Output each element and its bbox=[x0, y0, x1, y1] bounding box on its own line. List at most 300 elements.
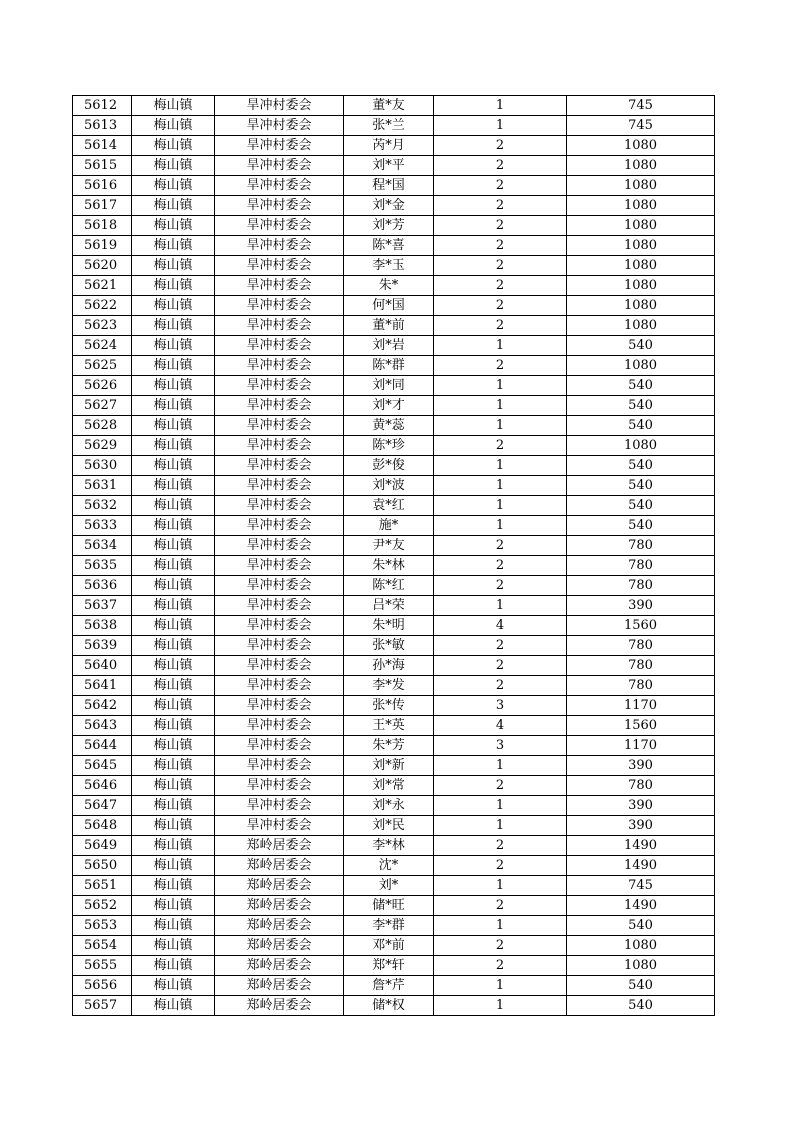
household-count-cell: 1 bbox=[434, 96, 567, 116]
amount-cell: 1490 bbox=[567, 896, 715, 916]
name-cell: 刘*金 bbox=[344, 196, 434, 216]
amount-cell: 540 bbox=[567, 996, 715, 1016]
amount-cell: 390 bbox=[567, 756, 715, 776]
village-committee-cell: 旱冲村委会 bbox=[215, 476, 344, 496]
village-committee-cell: 旱冲村委会 bbox=[215, 796, 344, 816]
village-committee-cell: 旱冲村委会 bbox=[215, 576, 344, 596]
village-committee-cell: 旱冲村委会 bbox=[215, 136, 344, 156]
table-row bbox=[73, 936, 715, 956]
town-cell: 梅山镇 bbox=[132, 916, 215, 936]
name-cell: 刘*才 bbox=[344, 396, 434, 416]
record-id-cell: 5654 bbox=[73, 936, 132, 956]
town-cell: 梅山镇 bbox=[132, 676, 215, 696]
table-row bbox=[73, 856, 715, 876]
name-cell: 陈*珍 bbox=[344, 436, 434, 456]
town-cell: 梅山镇 bbox=[132, 416, 215, 436]
record-id-cell: 5640 bbox=[73, 656, 132, 676]
amount-cell: 1560 bbox=[567, 616, 715, 636]
name-cell: 朱*林 bbox=[344, 556, 434, 576]
name-cell: 储*旺 bbox=[344, 896, 434, 916]
table-row bbox=[73, 776, 715, 796]
town-cell: 梅山镇 bbox=[132, 156, 215, 176]
amount-cell: 780 bbox=[567, 556, 715, 576]
household-count-cell: 2 bbox=[434, 856, 567, 876]
amount-cell: 1080 bbox=[567, 356, 715, 376]
household-count-cell: 2 bbox=[434, 236, 567, 256]
amount-cell: 1170 bbox=[567, 736, 715, 756]
amount-cell: 1080 bbox=[567, 136, 715, 156]
household-count-cell: 2 bbox=[434, 776, 567, 796]
household-count-cell: 1 bbox=[434, 376, 567, 396]
village-committee-cell: 郑岭居委会 bbox=[215, 876, 344, 896]
household-count-cell: 1 bbox=[434, 796, 567, 816]
town-cell: 梅山镇 bbox=[132, 776, 215, 796]
town-cell: 梅山镇 bbox=[132, 896, 215, 916]
town-cell: 梅山镇 bbox=[132, 216, 215, 236]
table-row bbox=[73, 376, 715, 396]
household-count-cell: 2 bbox=[434, 956, 567, 976]
table-row bbox=[73, 636, 715, 656]
amount-cell: 1080 bbox=[567, 176, 715, 196]
household-count-cell: 2 bbox=[434, 536, 567, 556]
amount-cell: 540 bbox=[567, 376, 715, 396]
record-id-cell: 5652 bbox=[73, 896, 132, 916]
record-id-cell: 5612 bbox=[73, 96, 132, 116]
village-committee-cell: 郑岭居委会 bbox=[215, 836, 344, 856]
name-cell: 董*友 bbox=[344, 96, 434, 116]
name-cell: 朱*明 bbox=[344, 616, 434, 636]
town-cell: 梅山镇 bbox=[132, 196, 215, 216]
record-id-cell: 5641 bbox=[73, 676, 132, 696]
name-cell: 刘*芳 bbox=[344, 216, 434, 236]
town-cell: 梅山镇 bbox=[132, 696, 215, 716]
amount-cell: 780 bbox=[567, 656, 715, 676]
household-count-cell: 1 bbox=[434, 116, 567, 136]
village-committee-cell: 旱冲村委会 bbox=[215, 396, 344, 416]
table-row bbox=[73, 896, 715, 916]
village-committee-cell: 旱冲村委会 bbox=[215, 316, 344, 336]
town-cell: 梅山镇 bbox=[132, 116, 215, 136]
name-cell: 刘*同 bbox=[344, 376, 434, 396]
household-count-cell: 3 bbox=[434, 736, 567, 756]
record-id-cell: 5625 bbox=[73, 356, 132, 376]
table-row bbox=[73, 476, 715, 496]
amount-cell: 780 bbox=[567, 636, 715, 656]
household-count-cell: 2 bbox=[434, 896, 567, 916]
amount-cell: 780 bbox=[567, 676, 715, 696]
household-count-cell: 2 bbox=[434, 676, 567, 696]
table-row bbox=[73, 236, 715, 256]
record-id-cell: 5653 bbox=[73, 916, 132, 936]
household-count-cell: 2 bbox=[434, 216, 567, 236]
table-row bbox=[73, 656, 715, 676]
name-cell: 陈*喜 bbox=[344, 236, 434, 256]
household-count-cell: 2 bbox=[434, 156, 567, 176]
amount-cell: 540 bbox=[567, 456, 715, 476]
record-id-cell: 5622 bbox=[73, 296, 132, 316]
amount-cell: 1080 bbox=[567, 956, 715, 976]
table-row bbox=[73, 956, 715, 976]
amount-cell: 1080 bbox=[567, 156, 715, 176]
table-row bbox=[73, 256, 715, 276]
name-cell: 陈*红 bbox=[344, 576, 434, 596]
table-row bbox=[73, 696, 715, 716]
table-row bbox=[73, 196, 715, 216]
village-committee-cell: 旱冲村委会 bbox=[215, 456, 344, 476]
record-id-cell: 5624 bbox=[73, 336, 132, 356]
village-committee-cell: 郑岭居委会 bbox=[215, 936, 344, 956]
amount-cell: 1490 bbox=[567, 836, 715, 856]
record-id-cell: 5619 bbox=[73, 236, 132, 256]
household-count-cell: 2 bbox=[434, 136, 567, 156]
amount-cell: 780 bbox=[567, 536, 715, 556]
amount-cell: 745 bbox=[567, 116, 715, 136]
table-row bbox=[73, 676, 715, 696]
household-count-cell: 1 bbox=[434, 456, 567, 476]
village-committee-cell: 旱冲村委会 bbox=[215, 596, 344, 616]
town-cell: 梅山镇 bbox=[132, 996, 215, 1016]
household-count-cell: 1 bbox=[434, 996, 567, 1016]
record-id-cell: 5626 bbox=[73, 376, 132, 396]
household-count-cell: 2 bbox=[434, 256, 567, 276]
name-cell: 郑*轩 bbox=[344, 956, 434, 976]
village-committee-cell: 郑岭居委会 bbox=[215, 896, 344, 916]
village-committee-cell: 旱冲村委会 bbox=[215, 236, 344, 256]
record-id-cell: 5633 bbox=[73, 516, 132, 536]
table-row bbox=[73, 316, 715, 336]
household-count-cell: 1 bbox=[434, 976, 567, 996]
name-cell: 储*权 bbox=[344, 996, 434, 1016]
town-cell: 梅山镇 bbox=[132, 836, 215, 856]
name-cell: 彭*俊 bbox=[344, 456, 434, 476]
amount-cell: 540 bbox=[567, 416, 715, 436]
name-cell: 芮*月 bbox=[344, 136, 434, 156]
household-count-cell: 1 bbox=[434, 756, 567, 776]
table-row bbox=[73, 536, 715, 556]
amount-cell: 1080 bbox=[567, 256, 715, 276]
name-cell: 朱*芳 bbox=[344, 736, 434, 756]
town-cell: 梅山镇 bbox=[132, 96, 215, 116]
amount-cell: 540 bbox=[567, 976, 715, 996]
table-row bbox=[73, 296, 715, 316]
table-row bbox=[73, 796, 715, 816]
name-cell: 刘*岩 bbox=[344, 336, 434, 356]
table-row bbox=[73, 516, 715, 536]
record-id-cell: 5615 bbox=[73, 156, 132, 176]
village-committee-cell: 旱冲村委会 bbox=[215, 116, 344, 136]
village-committee-cell: 旱冲村委会 bbox=[215, 616, 344, 636]
table-row bbox=[73, 396, 715, 416]
village-committee-cell: 旱冲村委会 bbox=[215, 96, 344, 116]
village-committee-cell: 旱冲村委会 bbox=[215, 216, 344, 236]
town-cell: 梅山镇 bbox=[132, 456, 215, 476]
town-cell: 梅山镇 bbox=[132, 356, 215, 376]
town-cell: 梅山镇 bbox=[132, 936, 215, 956]
village-committee-cell: 旱冲村委会 bbox=[215, 556, 344, 576]
amount-cell: 390 bbox=[567, 796, 715, 816]
name-cell: 詹*芹 bbox=[344, 976, 434, 996]
village-committee-cell: 旱冲村委会 bbox=[215, 356, 344, 376]
amount-cell: 745 bbox=[567, 876, 715, 896]
name-cell: 陈*群 bbox=[344, 356, 434, 376]
town-cell: 梅山镇 bbox=[132, 656, 215, 676]
name-cell: 袁*红 bbox=[344, 496, 434, 516]
household-count-cell: 2 bbox=[434, 356, 567, 376]
record-id-cell: 5655 bbox=[73, 956, 132, 976]
town-cell: 梅山镇 bbox=[132, 236, 215, 256]
household-count-cell: 2 bbox=[434, 836, 567, 856]
village-committee-cell: 旱冲村委会 bbox=[215, 636, 344, 656]
table-row bbox=[73, 96, 715, 116]
table-row bbox=[73, 336, 715, 356]
table-row bbox=[73, 556, 715, 576]
town-cell: 梅山镇 bbox=[132, 136, 215, 156]
record-id-cell: 5616 bbox=[73, 176, 132, 196]
name-cell: 邓*前 bbox=[344, 936, 434, 956]
amount-cell: 780 bbox=[567, 776, 715, 796]
town-cell: 梅山镇 bbox=[132, 536, 215, 556]
village-committee-cell: 旱冲村委会 bbox=[215, 696, 344, 716]
name-cell: 张*敏 bbox=[344, 636, 434, 656]
name-cell: 刘* bbox=[344, 876, 434, 896]
village-committee-cell: 旱冲村委会 bbox=[215, 176, 344, 196]
town-cell: 梅山镇 bbox=[132, 956, 215, 976]
town-cell: 梅山镇 bbox=[132, 516, 215, 536]
village-committee-cell: 郑岭居委会 bbox=[215, 916, 344, 936]
record-id-cell: 5627 bbox=[73, 396, 132, 416]
village-committee-cell: 旱冲村委会 bbox=[215, 676, 344, 696]
village-committee-cell: 郑岭居委会 bbox=[215, 956, 344, 976]
table-row bbox=[73, 156, 715, 176]
name-cell: 李*群 bbox=[344, 916, 434, 936]
name-cell: 刘*新 bbox=[344, 756, 434, 776]
household-count-cell: 2 bbox=[434, 296, 567, 316]
village-committee-cell: 旱冲村委会 bbox=[215, 736, 344, 756]
table-row bbox=[73, 976, 715, 996]
household-count-cell: 2 bbox=[434, 316, 567, 336]
record-id-cell: 5650 bbox=[73, 856, 132, 876]
village-committee-cell: 旱冲村委会 bbox=[215, 336, 344, 356]
name-cell: 张*兰 bbox=[344, 116, 434, 136]
table-row bbox=[73, 716, 715, 736]
town-cell: 梅山镇 bbox=[132, 596, 215, 616]
village-committee-cell: 郑岭居委会 bbox=[215, 976, 344, 996]
amount-cell: 540 bbox=[567, 916, 715, 936]
town-cell: 梅山镇 bbox=[132, 736, 215, 756]
village-committee-cell: 旱冲村委会 bbox=[215, 376, 344, 396]
amount-cell: 1170 bbox=[567, 696, 715, 716]
name-cell: 孙*海 bbox=[344, 656, 434, 676]
village-committee-cell: 旱冲村委会 bbox=[215, 276, 344, 296]
household-count-cell: 2 bbox=[434, 656, 567, 676]
village-committee-cell: 郑岭居委会 bbox=[215, 856, 344, 876]
village-committee-cell: 旱冲村委会 bbox=[215, 716, 344, 736]
name-cell: 吕*荣 bbox=[344, 596, 434, 616]
household-count-cell: 1 bbox=[434, 476, 567, 496]
household-count-cell: 3 bbox=[434, 696, 567, 716]
table-row bbox=[73, 616, 715, 636]
amount-cell: 1080 bbox=[567, 436, 715, 456]
table-row bbox=[73, 876, 715, 896]
village-committee-cell: 旱冲村委会 bbox=[215, 756, 344, 776]
record-id-cell: 5635 bbox=[73, 556, 132, 576]
household-count-cell: 1 bbox=[434, 496, 567, 516]
amount-cell: 540 bbox=[567, 496, 715, 516]
household-count-cell: 2 bbox=[434, 936, 567, 956]
record-id-cell: 5623 bbox=[73, 316, 132, 336]
village-committee-cell: 旱冲村委会 bbox=[215, 536, 344, 556]
record-id-cell: 5630 bbox=[73, 456, 132, 476]
town-cell: 梅山镇 bbox=[132, 756, 215, 776]
town-cell: 梅山镇 bbox=[132, 336, 215, 356]
amount-cell: 1490 bbox=[567, 856, 715, 876]
table-row bbox=[73, 836, 715, 856]
name-cell: 黄*蕊 bbox=[344, 416, 434, 436]
name-cell: 沈* bbox=[344, 856, 434, 876]
record-id-cell: 5646 bbox=[73, 776, 132, 796]
amount-cell: 1080 bbox=[567, 296, 715, 316]
town-cell: 梅山镇 bbox=[132, 816, 215, 836]
amount-cell: 540 bbox=[567, 396, 715, 416]
record-id-cell: 5629 bbox=[73, 436, 132, 456]
table-row bbox=[73, 176, 715, 196]
name-cell: 李*林 bbox=[344, 836, 434, 856]
name-cell: 李*玉 bbox=[344, 256, 434, 276]
record-id-cell: 5620 bbox=[73, 256, 132, 276]
name-cell: 尹*友 bbox=[344, 536, 434, 556]
household-count-cell: 4 bbox=[434, 616, 567, 636]
name-cell: 李*发 bbox=[344, 676, 434, 696]
record-id-cell: 5618 bbox=[73, 216, 132, 236]
household-count-cell: 1 bbox=[434, 336, 567, 356]
village-committee-cell: 旱冲村委会 bbox=[215, 656, 344, 676]
table-row bbox=[73, 996, 715, 1016]
town-cell: 梅山镇 bbox=[132, 256, 215, 276]
town-cell: 梅山镇 bbox=[132, 496, 215, 516]
household-count-cell: 1 bbox=[434, 396, 567, 416]
amount-cell: 1080 bbox=[567, 276, 715, 296]
data-table bbox=[72, 95, 715, 1016]
village-committee-cell: 旱冲村委会 bbox=[215, 156, 344, 176]
village-committee-cell: 旱冲村委会 bbox=[215, 296, 344, 316]
amount-cell: 390 bbox=[567, 816, 715, 836]
town-cell: 梅山镇 bbox=[132, 636, 215, 656]
record-id-cell: 5613 bbox=[73, 116, 132, 136]
town-cell: 梅山镇 bbox=[132, 796, 215, 816]
village-committee-cell: 旱冲村委会 bbox=[215, 816, 344, 836]
record-id-cell: 5631 bbox=[73, 476, 132, 496]
amount-cell: 1080 bbox=[567, 936, 715, 956]
name-cell: 施* bbox=[344, 516, 434, 536]
town-cell: 梅山镇 bbox=[132, 716, 215, 736]
name-cell: 何*国 bbox=[344, 296, 434, 316]
record-id-cell: 5642 bbox=[73, 696, 132, 716]
household-count-cell: 2 bbox=[434, 436, 567, 456]
household-count-cell: 1 bbox=[434, 816, 567, 836]
record-id-cell: 5636 bbox=[73, 576, 132, 596]
household-count-cell: 2 bbox=[434, 276, 567, 296]
village-committee-cell: 旱冲村委会 bbox=[215, 436, 344, 456]
household-count-cell: 2 bbox=[434, 576, 567, 596]
record-id-cell: 5644 bbox=[73, 736, 132, 756]
town-cell: 梅山镇 bbox=[132, 376, 215, 396]
amount-cell: 1080 bbox=[567, 216, 715, 236]
table-body bbox=[73, 96, 715, 1016]
town-cell: 梅山镇 bbox=[132, 396, 215, 416]
town-cell: 梅山镇 bbox=[132, 476, 215, 496]
name-cell: 朱* bbox=[344, 276, 434, 296]
record-id-cell: 5614 bbox=[73, 136, 132, 156]
village-committee-cell: 旱冲村委会 bbox=[215, 516, 344, 536]
amount-cell: 390 bbox=[567, 596, 715, 616]
name-cell: 刘*波 bbox=[344, 476, 434, 496]
record-id-cell: 5638 bbox=[73, 616, 132, 636]
village-committee-cell: 旱冲村委会 bbox=[215, 256, 344, 276]
record-id-cell: 5651 bbox=[73, 876, 132, 896]
table-row bbox=[73, 216, 715, 236]
town-cell: 梅山镇 bbox=[132, 976, 215, 996]
table-row bbox=[73, 736, 715, 756]
household-count-cell: 1 bbox=[434, 876, 567, 896]
amount-cell: 540 bbox=[567, 516, 715, 536]
town-cell: 梅山镇 bbox=[132, 176, 215, 196]
table-row bbox=[73, 416, 715, 436]
name-cell: 张*传 bbox=[344, 696, 434, 716]
amount-cell: 1080 bbox=[567, 196, 715, 216]
household-count-cell: 2 bbox=[434, 556, 567, 576]
household-count-cell: 2 bbox=[434, 636, 567, 656]
name-cell: 刘*永 bbox=[344, 796, 434, 816]
town-cell: 梅山镇 bbox=[132, 296, 215, 316]
town-cell: 梅山镇 bbox=[132, 576, 215, 596]
name-cell: 刘*平 bbox=[344, 156, 434, 176]
record-id-cell: 5639 bbox=[73, 636, 132, 656]
record-id-cell: 5621 bbox=[73, 276, 132, 296]
town-cell: 梅山镇 bbox=[132, 276, 215, 296]
household-count-cell: 1 bbox=[434, 916, 567, 936]
name-cell: 刘*常 bbox=[344, 776, 434, 796]
record-id-cell: 5645 bbox=[73, 756, 132, 776]
table-row bbox=[73, 816, 715, 836]
household-count-cell: 1 bbox=[434, 596, 567, 616]
village-committee-cell: 旱冲村委会 bbox=[215, 416, 344, 436]
table-row bbox=[73, 576, 715, 596]
record-id-cell: 5643 bbox=[73, 716, 132, 736]
household-count-cell: 2 bbox=[434, 196, 567, 216]
table-row bbox=[73, 496, 715, 516]
town-cell: 梅山镇 bbox=[132, 876, 215, 896]
record-id-cell: 5648 bbox=[73, 816, 132, 836]
name-cell: 程*国 bbox=[344, 176, 434, 196]
amount-cell: 1080 bbox=[567, 236, 715, 256]
name-cell: 王*英 bbox=[344, 716, 434, 736]
table-row bbox=[73, 916, 715, 936]
record-id-cell: 5657 bbox=[73, 996, 132, 1016]
table-row bbox=[73, 456, 715, 476]
village-committee-cell: 旱冲村委会 bbox=[215, 496, 344, 516]
household-count-cell: 4 bbox=[434, 716, 567, 736]
table-row bbox=[73, 276, 715, 296]
amount-cell: 540 bbox=[567, 336, 715, 356]
table-row bbox=[73, 136, 715, 156]
village-committee-cell: 郑岭居委会 bbox=[215, 996, 344, 1016]
household-count-cell: 1 bbox=[434, 416, 567, 436]
village-committee-cell: 旱冲村委会 bbox=[215, 196, 344, 216]
record-id-cell: 5647 bbox=[73, 796, 132, 816]
village-committee-cell: 旱冲村委会 bbox=[215, 776, 344, 796]
name-cell: 刘*民 bbox=[344, 816, 434, 836]
record-id-cell: 5632 bbox=[73, 496, 132, 516]
